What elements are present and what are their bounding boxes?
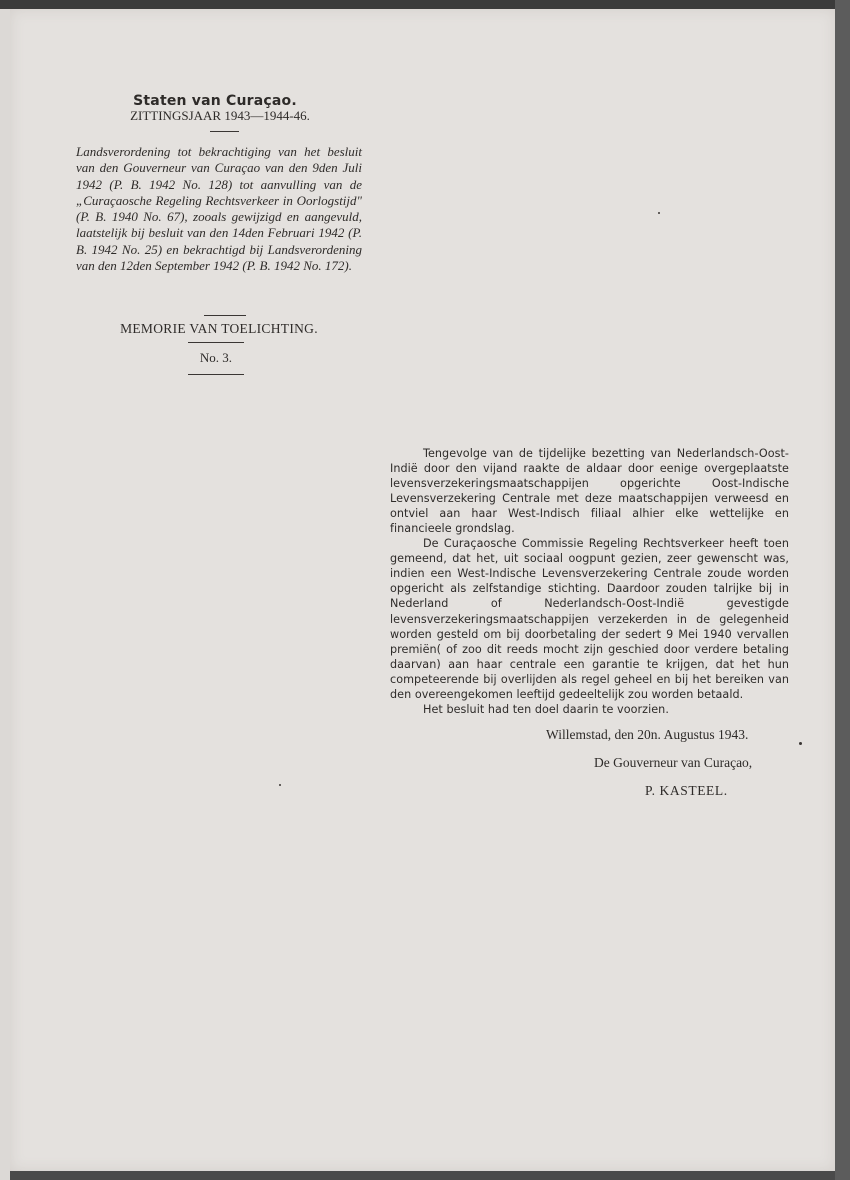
paper-speck — [279, 784, 281, 786]
paper-speck — [799, 742, 802, 745]
decree-title: Landsverordening tot bekrachtiging van het besluit van den Gouverneur van Curaçao van den 9den Juli 1942 (P. B. 1942 No. 128) tot aanvulling van de „Curaçaosche Regeling Rechtsverkeer in Oorlogstijd" (P. B. 1940 No. 67), zooals gewijzigd en aangevuld, laatstelijk bij besluit van den 14den Februari 1942 (P. B. 1942 No. 25) en bekrachtigd bij Landsverordening van den 12den September 1942 (P. B. 1942 No. 172). — [76, 144, 362, 274]
paragraph: Tengevolge van de tijdelijke bezetting van Nederlandsch-Oost-Indië door den vijand raakte de aldaar door eenige overgeplaatste levensverzekeringsmaatschappijen opgerichte Oost-Indische Levensverzekering Centrale met deze maatschappijen verweesd en ontviel aan haar West-Indisch filiaal alhier elke wettelijke en financieele grondslag. — [390, 447, 789, 536]
memorie-heading: MEMORIE VAN TOELICHTING. — [120, 321, 318, 336]
paragraph: Het besluit had ten doel daarin te voorzien. — [423, 702, 669, 716]
document-title: Staten van Curaçao. — [133, 93, 297, 109]
memorie-number: No. 3. — [199, 350, 233, 365]
signature-place-date: Willemstad, den 20n. Augustus 1943. — [546, 727, 749, 742]
scan-right-border — [835, 0, 850, 1180]
memorie-divider — [188, 342, 244, 343]
explanatory-text — [390, 446, 789, 717]
scan-left-margin — [0, 0, 10, 1180]
scan-top-border — [0, 0, 850, 9]
paper-speck — [658, 212, 660, 214]
number-divider — [188, 374, 244, 375]
decree-divider — [204, 315, 246, 316]
session-year: ZITTINGSJAAR 1943—1944-46. — [130, 108, 310, 123]
title-divider — [210, 131, 239, 132]
paragraph: De Curaçaosche Commissie Regeling Rechtsverkeer heeft toen gemeend, dat het, uit sociaal oogpunt gezien, zeer gewenscht was, indien een West-Indische Levensverzekering Centrale zoude worden opgericht als zelfstandige stichting. Daardoor zouden talrijke bij in Nederland of Nederlandsch-Oost-Indië gevestigde levensverzekeringsmaatschappijen verzekerden in de gelegenheid worden gesteld om bij doorbetaling der sedert 9 Mei 1940 vervallen premiën( of zoo dit reeds mocht zijn geschied door verdere betaling daarvan) aan haar centrale een garantie te krijgen, dat het hun competeerende bij overlijden als regel geheel en bij het bereiken van den overeengekomen leeftijd gedeeltelijk zou worden betaald. — [390, 537, 789, 701]
signature-role: De Gouverneur van Curaçao, — [594, 755, 753, 770]
signature-name: P. KASTEEL. — [645, 783, 728, 798]
